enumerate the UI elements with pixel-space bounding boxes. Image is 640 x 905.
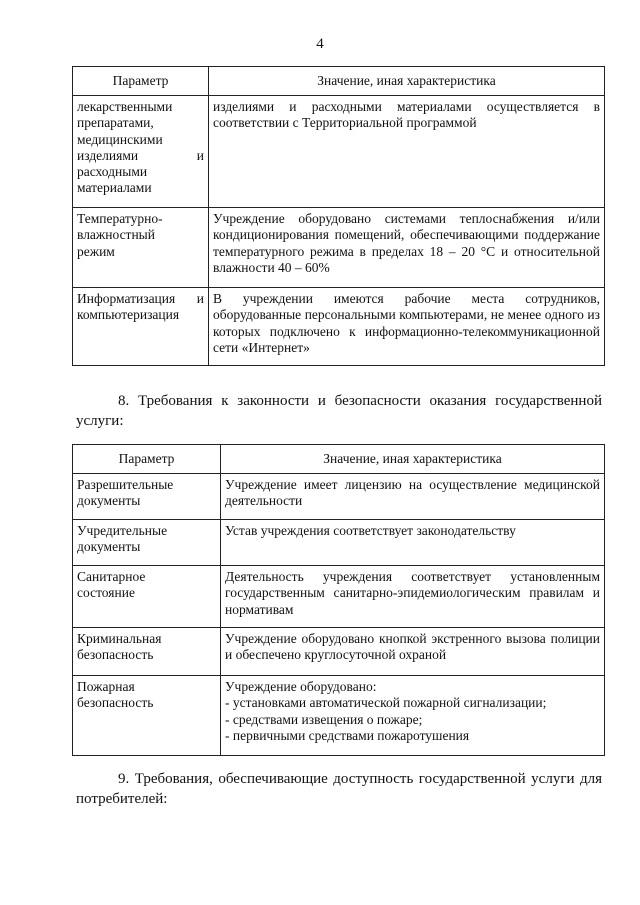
parameter-line: медицинскими [77, 131, 163, 147]
value-line: - установками автоматической пожарной сигнализации; [225, 695, 547, 711]
parameter-line: изделиями и [77, 147, 204, 163]
row-value-cell: Учреждение оборудовано кнопкой экстренного вызова полиции и обеспечено круглосуточной охраной [221, 628, 605, 676]
parameter-line: влажностный [77, 227, 155, 243]
value-line: - средствами извещения о пожаре; [225, 711, 423, 727]
row-parameter-cell [73, 474, 221, 520]
table-row [73, 96, 605, 208]
parameter-line: компьютеризация [77, 307, 180, 323]
parameter-line: Учредительные [77, 523, 168, 539]
parameter-line: Разрешительные [77, 477, 174, 493]
table-row [73, 628, 605, 676]
section-8-heading: 8. Требования к законности и безопасности оказания государственной услуги: [76, 393, 602, 429]
table-row [73, 208, 605, 288]
parameter-line: расходными [77, 163, 148, 179]
parameter-line: Криминальная [77, 631, 162, 647]
column-header-value: Значение, иная характеристика [221, 445, 605, 474]
value-line: Учреждение оборудовано: [225, 679, 377, 695]
row-parameter-cell [73, 288, 209, 366]
parameter-line: лекарственными [77, 99, 173, 115]
row-value-cell: изделиями и расходными материалами осуществляется в соответствии с Территориальной программой [209, 96, 605, 208]
parameter-line: Информатизация и [77, 291, 204, 307]
table-legality-safety [72, 444, 605, 756]
parameter-line: документы [77, 493, 141, 509]
column-header-parameter: Параметр [73, 67, 209, 96]
row-value-cell [221, 676, 605, 756]
table-header-row [73, 445, 605, 474]
section-9-heading: 9. Требования, обеспечивающие доступность государственной услуги для потребителей: [76, 771, 602, 807]
table-row [73, 474, 605, 520]
row-value-cell: В учреждении имеются рабочие места сотрудников, оборудованные персональными компьютерами, не менее одного из которых подключено к информационно-телекоммуникационной сети «Интернет» [209, 288, 605, 366]
row-parameter-cell [73, 520, 221, 566]
parameter-line: препаратами, [77, 115, 154, 131]
row-value-cell: Учреждение имеет лицензию на осуществление медицинской деятельности [221, 474, 605, 520]
table-row [73, 288, 605, 366]
row-parameter-cell [73, 96, 209, 208]
page-number: 4 [316, 36, 324, 52]
parameter-line: безопасность [77, 647, 154, 663]
parameter-line: Температурно- [77, 211, 163, 227]
row-value-cell: Деятельность учреждения соответствует установленным государственным санитарно-эпидемиологическим правилам и нормативам [221, 566, 605, 628]
row-value-cell: Учреждение оборудовано системами теплоснабжения и/или кондиционирования помещений, обеспечивающими поддержание температурного режима в пределах 18 – 20 °С и относительной влажности 40 – 60% [209, 208, 605, 288]
column-header-parameter: Параметр [73, 445, 221, 474]
parameter-line: Пожарная [77, 679, 135, 695]
table-header-row [73, 67, 605, 96]
table-row [73, 566, 605, 628]
table-row [73, 676, 605, 756]
parameter-line: Санитарное [77, 569, 146, 585]
row-parameter-cell [73, 676, 221, 756]
table-material-technical [72, 66, 605, 366]
row-parameter-cell [73, 566, 221, 628]
column-header-value: Значение, иная характеристика [209, 67, 605, 96]
parameter-line: материалами [77, 180, 152, 196]
row-parameter-cell [73, 628, 221, 676]
value-line: - первичными средствами пожаротушения [225, 727, 470, 743]
row-value-cell: Устав учреждения соответствует законодательству [221, 520, 605, 566]
parameter-line: состояние [77, 585, 135, 601]
parameter-line: документы [77, 539, 141, 555]
row-parameter-cell [73, 208, 209, 288]
parameter-line: безопасность [77, 695, 154, 711]
parameter-line: режим [77, 243, 115, 259]
table-row [73, 520, 605, 566]
